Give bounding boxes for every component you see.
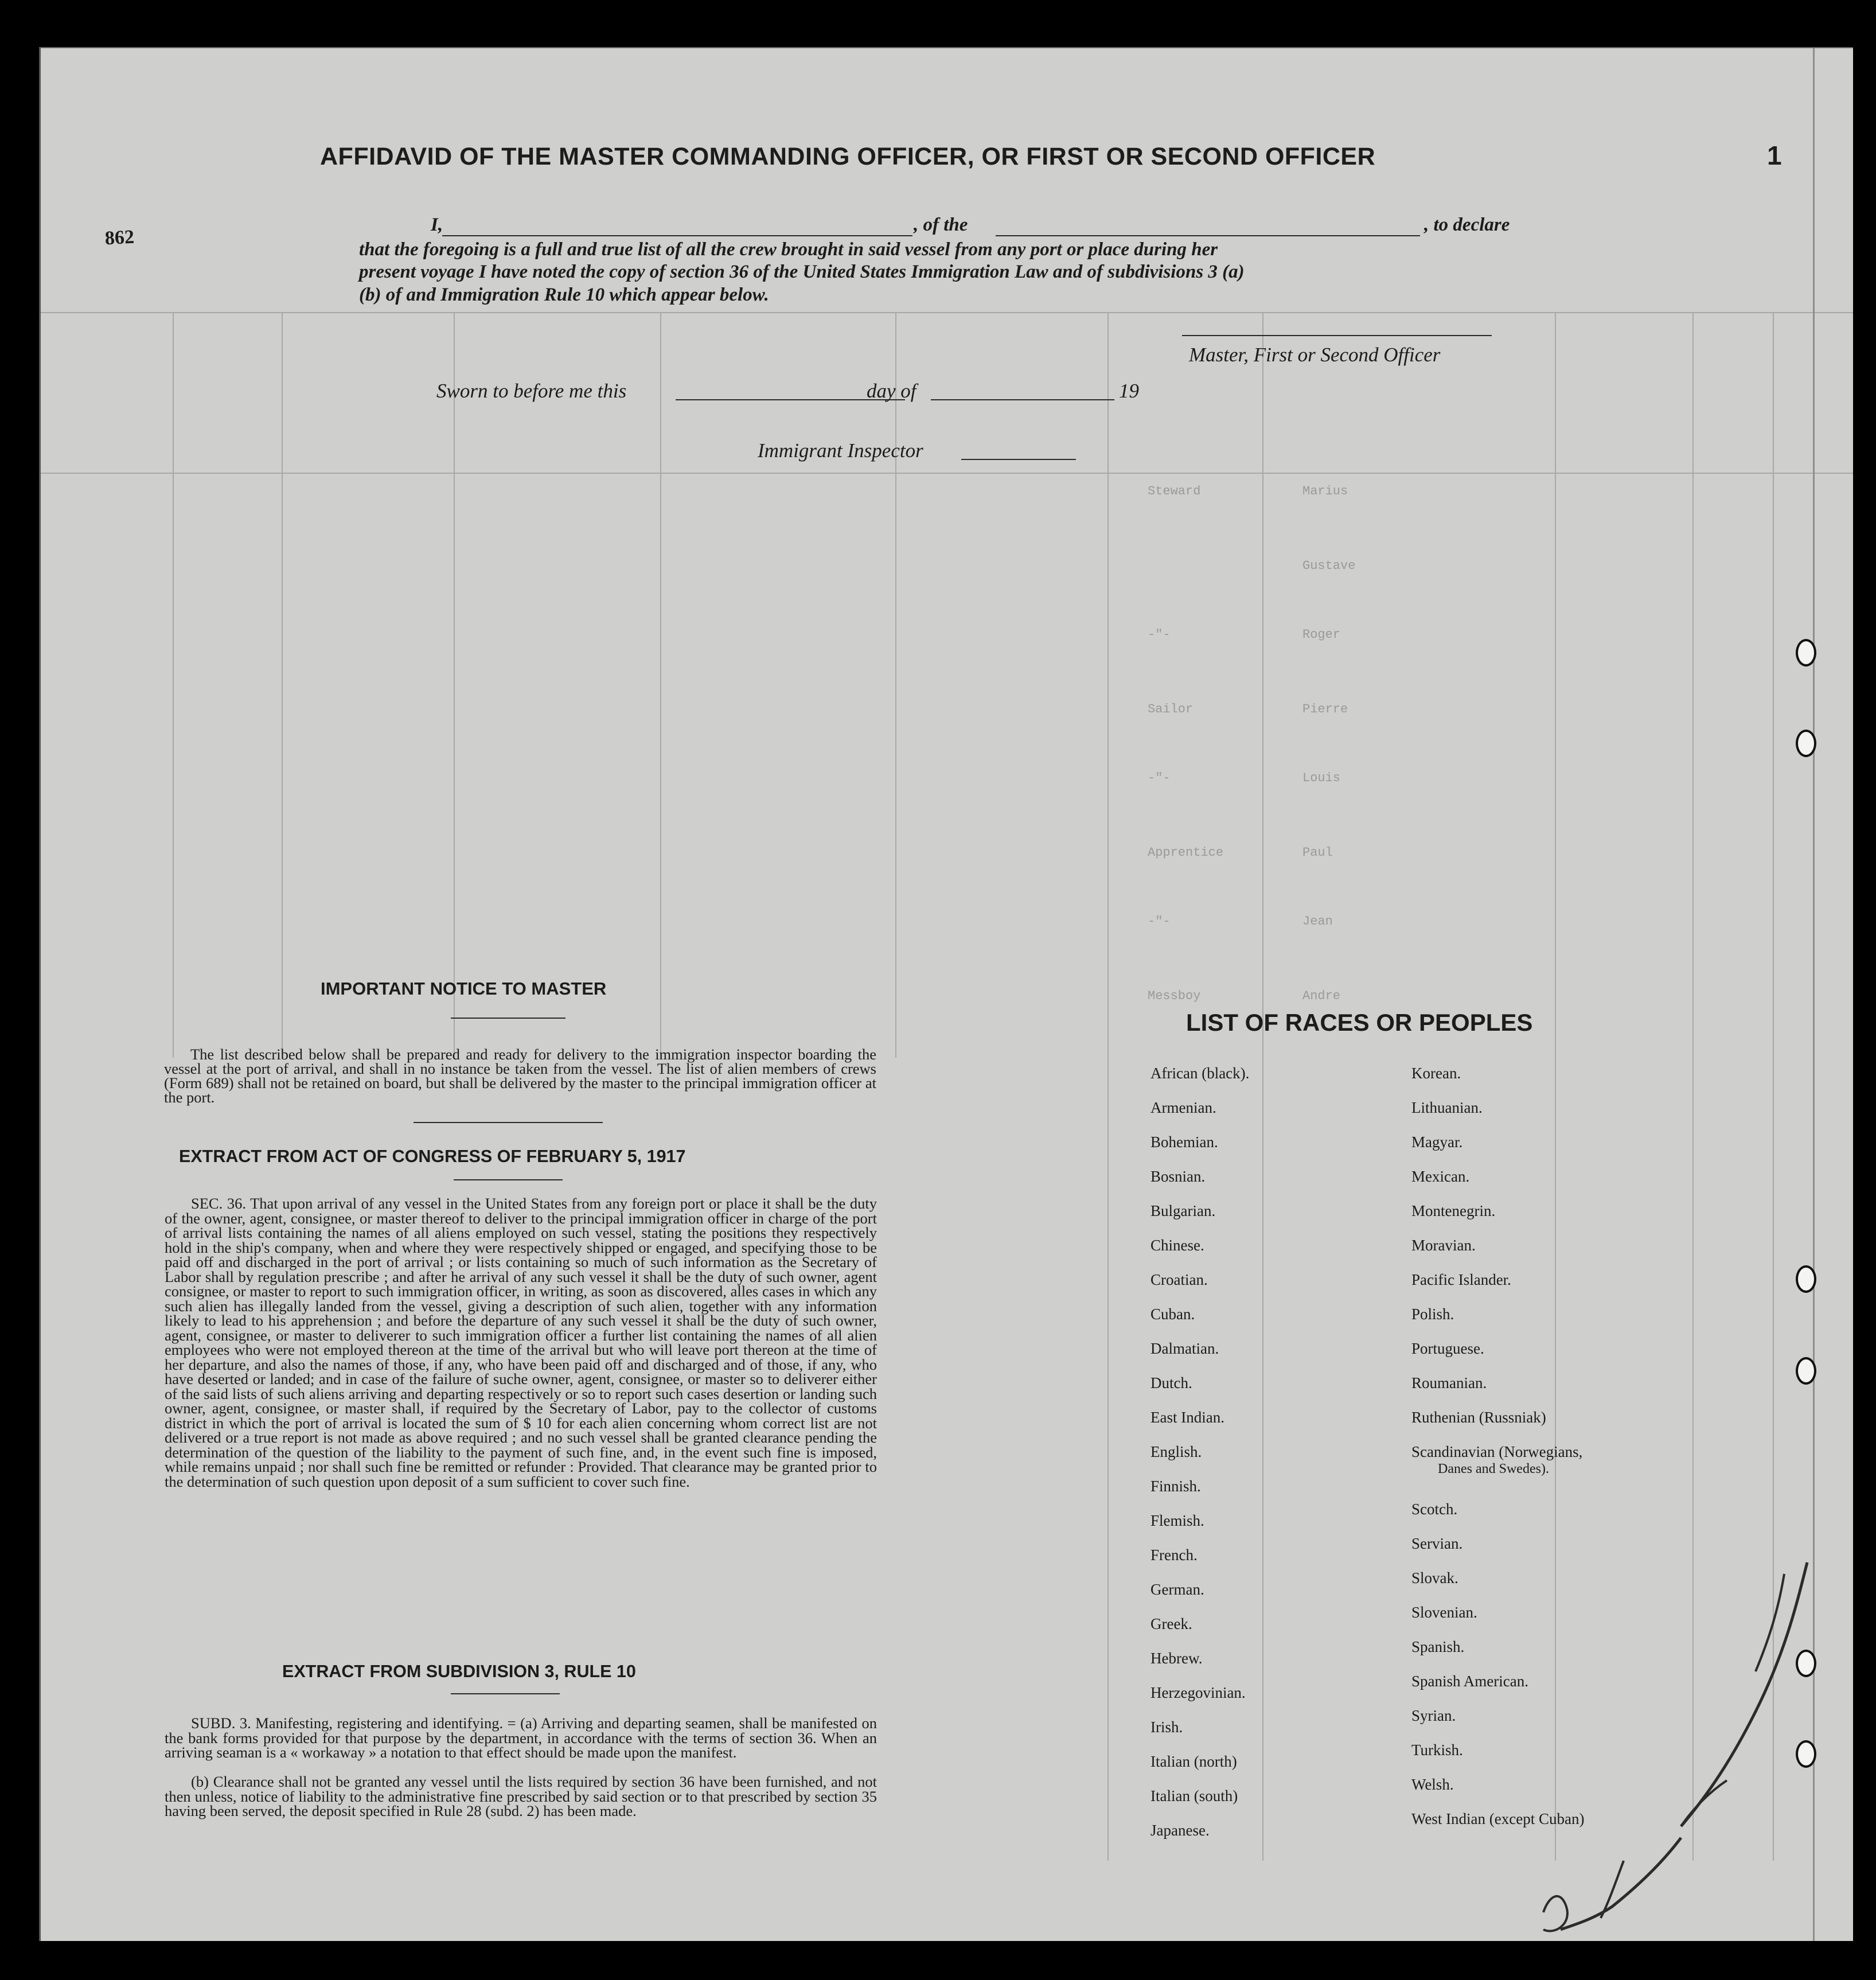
affidavit-line-3: present voyage I have noted the copy of section 36 of the United States Immigration Law and of subdivisions 3 (a) bbox=[359, 262, 1245, 282]
race-item: Mexican. bbox=[1411, 1168, 1470, 1185]
binding-hole bbox=[1796, 1357, 1816, 1385]
race-item: Spanish. bbox=[1411, 1638, 1465, 1655]
race-item: Flemish. bbox=[1150, 1512, 1204, 1529]
race-item: Irish. bbox=[1150, 1718, 1183, 1736]
race-item: Bulgarian. bbox=[1150, 1202, 1216, 1219]
race-item: Italian (south) bbox=[1150, 1787, 1238, 1804]
race-item: Herzegovinian. bbox=[1150, 1684, 1246, 1701]
sworn-month-blank[interactable] bbox=[931, 399, 1114, 400]
race-item: West Indian (except Cuban) bbox=[1411, 1810, 1585, 1827]
race-item: Slovak. bbox=[1411, 1569, 1458, 1587]
race-item: Montenegrin. bbox=[1411, 1202, 1496, 1219]
race-item: Japanese. bbox=[1150, 1822, 1210, 1839]
race-item: Lithuanian. bbox=[1411, 1099, 1483, 1116]
act-title: EXTRACT FROM ACT OF CONGRESS OF FEBRUARY 5, 1917 bbox=[179, 1147, 686, 1166]
race-item: Korean. bbox=[1411, 1065, 1461, 1082]
race-item: Syrian. bbox=[1411, 1707, 1456, 1724]
race-item: Pacific Islander. bbox=[1411, 1271, 1511, 1288]
rule-title: EXTRACT FROM SUBDIVISION 3, RULE 10 bbox=[282, 1662, 636, 1681]
master-signature-blank[interactable] bbox=[1182, 335, 1492, 336]
race-item: Dutch. bbox=[1150, 1374, 1192, 1392]
affidavit-line-4: (b) of and Immigration Rule 10 which appear below. bbox=[359, 284, 769, 305]
race-item: Dalmatian. bbox=[1150, 1340, 1219, 1357]
notice-title: IMPORTANT NOTICE TO MASTER bbox=[321, 979, 607, 999]
inspector-blank[interactable] bbox=[961, 459, 1076, 460]
race-item: Scandinavian (Norwegians, bbox=[1411, 1443, 1583, 1460]
affidavit-i: I, bbox=[431, 215, 443, 235]
race-item: Cuban. bbox=[1150, 1305, 1195, 1323]
race-item: French. bbox=[1150, 1546, 1198, 1564]
rule-body-b: (b) Clearance shall not be granted any vessel until the lists required by section 36 have been furnished, and not then unless, notice of liability to the administrative fine prescribed by said section or to that prescribed by section 35 having been served, the deposit specified in Rule 28 (subd. 2) has been made. bbox=[165, 1773, 877, 1819]
race-item: Greek. bbox=[1150, 1615, 1192, 1632]
affidavit-of-the: , of the bbox=[914, 215, 968, 235]
race-item: Polish. bbox=[1411, 1305, 1454, 1323]
notice-body: The list described below shall be prepared and ready for delivery to the immigration inspector boarding the vessel at the port of arrival, and shall in no instance be taken from the vessel. The list of alien members of crews (Form 689) shall not be retained on board, but shall be delivered by the master to the principal immigration officer at the port. bbox=[164, 1046, 876, 1106]
notice-rule bbox=[451, 1018, 565, 1019]
race-item: Croatian. bbox=[1150, 1271, 1208, 1288]
vessel-name-blank[interactable] bbox=[996, 235, 1420, 236]
act-body: SEC. 36. That upon arrival of any vessel in the United States from any foreign port or place it shall be the duty of the owner, agent, consignee, or master thereof to deliver to the principal immigration officer in charge of the port of arrival lists containing the names of all aliens employed on such vessel, stating the positions they respectively hold in the ship's company, when and where they were respectively shipped or engaged, and specifying those to be paid off and discharged in the port of arrival ; or lists containing so much of such information as the Secretary of Labor shall by regulation prescribe ; and after he arrival of any such vessel it shall be the duty of such owner, agent consignee, or master to report to such immigration officer, in writing, as soon as discovered, alles cases in which any such alien has illegally landed from the vessel, giving a description of such alien, together with any information likely to lead to his apprehension ; and before the departure of any such vessel it shall be the duty of such owner, agent, consignee, or master to deliverer to such immigration officer a further list containing the names of all alien employees who were not employed thereon at the time of the arrival but who will leave port thereon at the time of her departure, and also the names of those, if any, who have been paid off and discharged and of those, if any, who have deserted or landed; and in case of the failure of suche owner, agent, consignee, or master so to deliverer either of the said lists of such aliens arriving and departing respectively or so to report such cases desertion or landing such owner, agent, consignee, or master shall, if required by the Secretary of Labor, pay to the collector of customs district in which the port of arrival is located the sum of $ 10 for each alien concerning whom correct list are not delivered or a true report is not made as above required ; and no such vessel shall be granted clearance pending the determination of the question of the liability to the payment of such fine, and, in the event such fine is imposed, while remains unpaid ; nor shall such fine be remitted or refunder : Provided. That clearance may be granted prior to the determination of such question upon deposit of a sum sufficient to cover such fine. bbox=[165, 1195, 877, 1490]
race-item: Spanish American. bbox=[1411, 1673, 1528, 1690]
notice-bottom-rule bbox=[414, 1122, 603, 1123]
affidavit-title: AFFIDAVID OF THE MASTER COMMANDING OFFICER, OR FIRST OR SECOND OFFICER bbox=[320, 143, 1376, 170]
rule-body-a: SUBD. 3. Manifesting, registering and identifying. = (a) Arriving and departing seamen, shall be manifested on the bank forms provided for that purpose by the department, in accordance with the terms of section 36. When an arriving seaman is a « workaway » a notation to that effect should be made upon the manifest. bbox=[165, 1714, 877, 1761]
affidavit-line-2: that the foregoing is a full and true list of all the crew brought in said vessel from any port or place during her bbox=[359, 239, 1218, 260]
race-item: Turkish. bbox=[1411, 1741, 1463, 1759]
race-item: Roumanian. bbox=[1411, 1374, 1487, 1392]
race-item: Bosnian. bbox=[1150, 1168, 1206, 1185]
race-item: Bohemian. bbox=[1150, 1133, 1218, 1151]
manifest-page: Marius Gustave Roger Pierre Louis Paul Jean Andre Steward -"- Sailor -"- Apprentice -"- Messboy AFFIDAVID OF THE MASTER COMMANDING OFFICER, OR FIRST OR SECOND OFFICER 1 862 I, , of the , to declare that the foregoing is a full and true list of all the crew brought in said vessel from any port or place during her present voyage I have noted the copy of section 36 of the United States Immigration Law and of subdivisions 3 (a) (b) of and Immigration Rule 10 which appear below. Master, First or Second Officer Sworn to before me this day of 19 Immigrant Inspector IMPORTANT NOTICE TO MASTER The list described below shall be prepared and ready for delivery to the immigration inspector boarding the vessel at the port of arrival, and shall in no instance be taken from the vessel. The list of alien members of crews (Form 689) shall not be retained on board, but shall be delivered by the master to the principal immigration officer at the port. EXTRACT FROM ACT OF CONGRESS OF FEBRUARY 5, 1917 SEC. 36. That upon arrival of any vessel in the United States from any foreign port or place it shall be the duty of the owner, agent, consignee, or master thereof to deliver to the principal immigration officer in charge of the port of arrival lists containing the names of all aliens employed on such vessel, stating the positions they respectively hold in the ship's company, when and where they were respectively shipped or engaged, and specifying those to be paid off and discharged in the port of arrival ; or lists containing so much of such information as the Secretary of Labor shall by regulation prescribe ; and after he arrival of any such vessel it shall be the duty of such owner, agent consignee, or master to report to such immigration officer, in writing, as soon as discovered, alles cases in which any such alien has illegally landed from the vessel, giving a description of such alien, together with any information likely to lead to his apprehension ; and before the departure of any such vessel it shall be the duty of such owner, agent, consignee, or master to deliverer to such immigration officer a further list containing the names of all alien employees who were not employed thereon at the time of the arrival but who will leave port thereon at the time of her departure, and also the names of those, if any, who have been paid off and discharged and of those, if any, who have deserted or landed; and in case of the failure of suche owner, agent, consignee, or master so to deliverer either of the said lists of such aliens arriving and departing respectively or so to report such cases desertion or landing such owner, agent, consignee, or master shall, if required by the Secretary of Labor, pay to the collector of customs district in which the port of arrival is located the sum of $ 10 for each alien concerning whom correct list are not delivered or a true report is not made as above required ; and no such vessel shall be granted clearance pending the determination of the question of the liability to the payment of such fine, and, in the event such fine is imposed, while remains unpaid ; nor shall such fine be remitted or refunder : Provided. That clearance may be granted prior to the determination of such question upon deposit of a sum sufficient to cover such fine. EXTRACT FROM SUBDIVISION 3, RULE 10 SUBD. 3. Manifesting, registering and identifying. = (a) Arriving and departing seamen, shall be manifested on the bank forms provided for that purpose by the department, in accordance with the terms of section 36. When an arriving seaman is a « workaway » a notation to that effect should be made upon the manifest. (b) Clearance shall not be granted any vessel until the lists required by section 36 have been furnished, and not then unless, notice of liability to the administrative fine prescribed by said section or to that prescribed by section 35 having been served, the deposit specified in Rule 28 (subd. 2) has been made. LIST OF RACES OR PEOPLES African (black). Armenian. Bohemian. Bosnian. Bulgarian. Chinese. Croatian. Cuban. Dalmatian. Dutch. East Indian. English. Finnish. Flemish. French. German. Greek. Hebrew. Herzegovinian. Irish. Italian (north) Italian (south) Japanese. Korean. Lithuanian. Magyar. Mexican. Montenegrin. Moravian. Pacific Islander. Polish. Portuguese. Roumanian. Ruthenian (Russniak) Scandinavian (Norwegians, Danes and Swedes). Scotch. Servian. Slovak. Slovenian. Spanish. Spanish American. Syrian. Turkish. Welsh. West Indian (except Cuban) bbox=[39, 47, 1853, 1941]
affidavit-to-declare: , to declare bbox=[1424, 215, 1510, 235]
races-title: LIST OF RACES OR PEOPLES bbox=[1186, 1009, 1533, 1036]
race-item: Finnish. bbox=[1150, 1478, 1201, 1495]
sworn-label: Sworn to before me this bbox=[436, 380, 627, 402]
race-item: Hebrew. bbox=[1150, 1650, 1203, 1667]
binding-hole bbox=[1796, 1265, 1816, 1293]
race-item: Portuguese. bbox=[1411, 1340, 1484, 1357]
race-item: Armenian. bbox=[1150, 1099, 1216, 1116]
inspector-label: Immigrant Inspector bbox=[758, 439, 923, 462]
binding-hole bbox=[1796, 730, 1816, 757]
race-item: Magyar. bbox=[1411, 1133, 1463, 1151]
binding-hole bbox=[1796, 639, 1816, 667]
year-label: 19 bbox=[1119, 380, 1139, 402]
race-item: Moravian. bbox=[1411, 1237, 1476, 1254]
page-mark: 1 bbox=[1767, 141, 1782, 170]
race-item: Servian. bbox=[1411, 1535, 1463, 1552]
master-signature-label: Master, First or Second Officer bbox=[1189, 344, 1441, 366]
day-of-label: day of bbox=[867, 380, 916, 402]
race-item: Welsh. bbox=[1411, 1776, 1454, 1793]
master-name-blank[interactable] bbox=[442, 235, 912, 236]
rule-rule bbox=[451, 1693, 560, 1694]
race-item: Ruthenian (Russniak) bbox=[1411, 1409, 1546, 1426]
act-rule bbox=[454, 1179, 563, 1180]
race-item: Chinese. bbox=[1150, 1237, 1204, 1254]
race-item: English. bbox=[1150, 1443, 1202, 1460]
stamp-number: 862 bbox=[104, 226, 135, 250]
race-item: Slovenian. bbox=[1411, 1604, 1477, 1621]
race-item: Italian (north) bbox=[1150, 1753, 1237, 1770]
race-item: African (black). bbox=[1150, 1065, 1250, 1082]
race-item: Scotch. bbox=[1411, 1500, 1458, 1518]
race-item: East Indian. bbox=[1150, 1409, 1224, 1426]
race-item: German. bbox=[1150, 1581, 1204, 1598]
race-item: Danes and Swedes). bbox=[1438, 1461, 1549, 1476]
handwritten-annotation bbox=[1509, 1539, 1830, 1941]
